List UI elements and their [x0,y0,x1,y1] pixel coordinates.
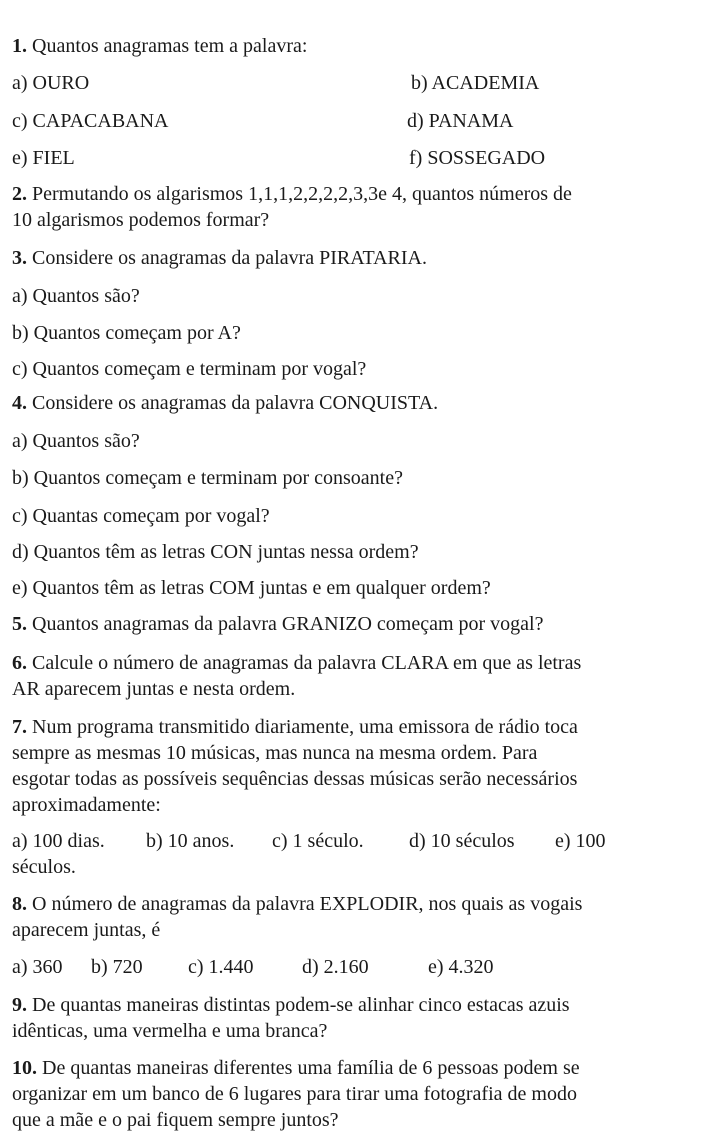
q7-option-e-cont: séculos. [12,856,76,878]
q7-option-a: a) 100 dias. [12,830,105,852]
question-9-stem [12,992,570,1018]
question-7-text-line3: esgotar todas as possíveis sequências dessas músicas serão necessários [12,768,578,790]
q4-option-d: d) Quantos têm as letras CON juntas nessa ordem? [12,541,419,563]
question-text: De quantas maneiras diferentes uma família de 6 pessoas podem se [42,1057,580,1079]
q1-option-e: e) FIEL [12,147,75,169]
question-text: Considere os anagramas da palavra CONQUISTA. [32,392,439,414]
question-6-text-cont: AR aparecem juntas e nesta ordem. [12,678,296,700]
q4-option-a: a) Quantos são? [12,430,140,452]
question-number: 8. [12,893,27,915]
q1-option-f: f) SOSSEGADO [409,147,546,169]
q8-option-c: c) 1.440 [188,956,254,978]
q7-option-c: c) 1 século. [272,830,364,852]
question-8-stem [12,891,582,917]
question-text: O número de anagramas da palavra EXPLODIR, nos quais as vogais [32,893,583,915]
q8-option-e: e) 4.320 [428,956,494,978]
q4-option-b: b) Quantos começam e terminam por consoante? [12,467,403,489]
question-number: 9. [12,994,27,1016]
q4-option-e: e) Quantos têm as letras COM juntas e em qualquer ordem? [12,577,491,599]
question-number: 5. [12,613,27,635]
question-6-stem [12,650,581,676]
question-10-text-line2: organizar em um banco de 6 lugares para tirar uma fotografia de modo [12,1083,577,1105]
question-number: 10. [12,1057,37,1079]
q3-option-c: c) Quantos começam e terminam por vogal? [12,358,367,380]
question-7-stem [12,714,578,740]
q7-option-b: b) 10 anos. [146,830,235,852]
question-10-stem [12,1055,580,1081]
q3-option-b: b) Quantos começam por A? [12,322,241,344]
question-number: 2. [12,183,27,205]
question-2-text-cont: 10 algarismos podemos formar? [12,209,270,231]
q1-option-a: a) OURO [12,72,90,94]
question-1-stem [12,33,307,59]
question-text: Permutando os algarismos 1,1,1,2,2,2,2,3,3e 4, quantos números de [32,183,572,205]
question-5-stem [12,611,543,637]
question-number: 4. [12,392,27,414]
question-4-stem [12,390,438,416]
q8-option-d: d) 2.160 [302,956,369,978]
question-number: 6. [12,652,27,674]
q1-option-b: b) ACADEMIA [411,72,540,94]
q7-option-d: d) 10 séculos [409,830,515,852]
q7-option-e: e) 100 [555,830,606,852]
question-text: Num programa transmitido diariamente, uma emissora de rádio toca [32,716,578,738]
question-text: Calcule o número de anagramas da palavra CLARA em que as letras [32,652,582,674]
question-text: Quantos anagramas tem a palavra: [32,35,308,57]
question-text: Considere os anagramas da palavra PIRATARIA. [32,247,427,269]
question-text: Quantos anagramas da palavra GRANIZO começam por vogal? [32,613,544,635]
question-number: 1. [12,35,27,57]
q3-option-a: a) Quantos são? [12,285,140,307]
q1-option-c: c) CAPACABANA [12,110,169,132]
question-3-stem [12,245,427,271]
question-7-text-line4: aproximadamente: [12,794,161,816]
question-10-text-line3: que a mãe e o pai fiquem sempre juntos? [12,1109,339,1131]
q1-option-d: d) PANAMA [407,110,514,132]
q4-option-c: c) Quantas começam por vogal? [12,505,270,527]
question-9-text-cont: idênticas, uma vermelha e uma branca? [12,1020,328,1042]
q8-option-a: a) 360 [12,956,63,978]
question-text: De quantas maneiras distintas podem-se alinhar cinco estacas azuis [32,994,570,1016]
q8-option-b: b) 720 [91,956,143,978]
question-2-stem [12,181,572,207]
question-number: 3. [12,247,27,269]
question-number: 7. [12,716,27,738]
question-8-text-cont: aparecem juntas, é [12,919,161,941]
question-7-text-line2: sempre as mesmas 10 músicas, mas nunca na mesma ordem. Para [12,742,538,764]
